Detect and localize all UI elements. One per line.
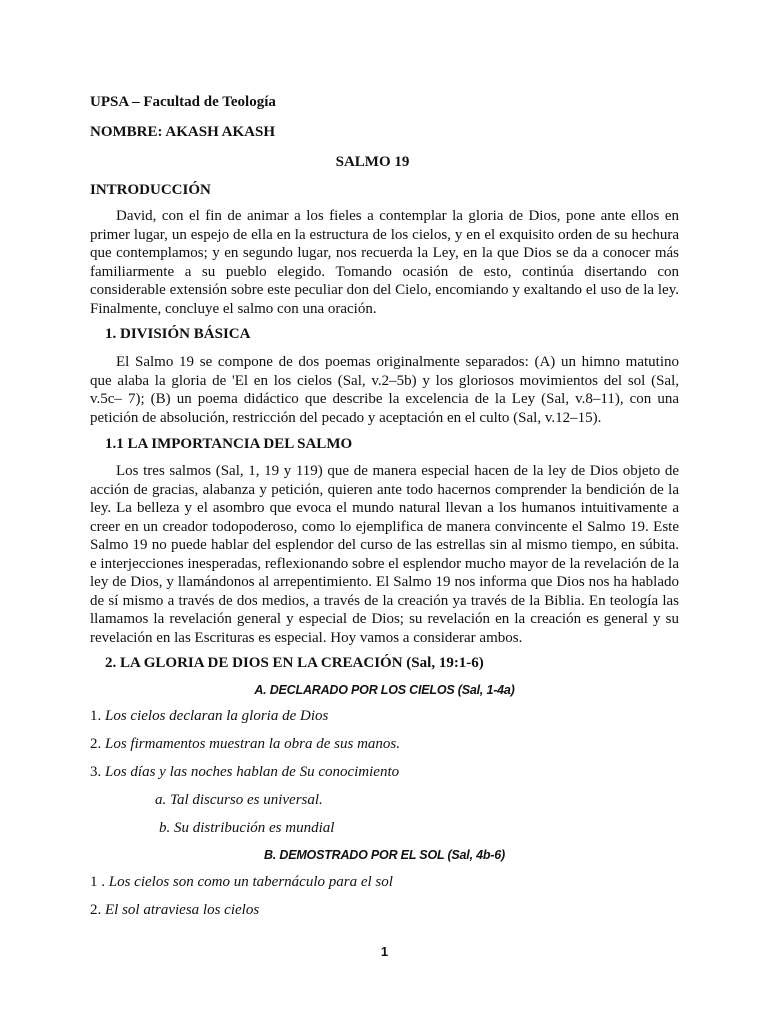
sub-list-item: a. Tal discurso es universal. xyxy=(155,792,323,808)
list-item: 2. Los firmamentos muestran la obra de sus manos. xyxy=(90,736,401,752)
list-item: 3. Los días y las noches hablan de Su conocimiento xyxy=(90,764,400,780)
page-number: 1 xyxy=(380,944,389,959)
institution-line: UPSA – Facultad de Teología xyxy=(90,94,276,110)
list-item: 1 . Los cielos son como un tabernáculo para el sol xyxy=(90,874,393,890)
subheading-b: B. DEMOSTRADO POR EL SOL (Sal, 4b-6) xyxy=(264,848,505,862)
section-1-1-paragraph: Los tres salmos (Sal, 1, 19 y 119) que de manera especial hacen de la ley de Dios objeto de acción de gracias, alabanza y petición, quieren ante todo hacernos comprender la bendición de la ley. La belleza y el asombro que evoca el mundo natural llevan a los humanos intuitivamente a creer en un creador todopoderoso, como lo ejemplifica de manera convincente el Salmo 19. Este Salmo 19 no puede hablar del esplendor del curso de las estrellas sin al mismo tiempo, en súbita. e interjecciones inesperadas, reflexionando sobre el esplendor mucho mayor de la revelación de la ley de Dios, y llamándonos al arrepentimiento. El Salmo 19 nos informa que Dios nos ha hablado de sí mismo a través de dos medios, a través de la creación ya través de la Biblia. En teología las llamamos la revelación general y especial de Dios; su revelación en la creación es general y su revelación en las Escrituras es especial. Hoy vamos a considerar ambos. xyxy=(90,463,679,646)
document-title: SALMO 19 xyxy=(335,154,410,170)
section-1-heading: 1. DIVISIÓN BÁSICA xyxy=(105,326,251,342)
section-1-paragraph: El Salmo 19 se compone de dos poemas originalmente separados: (A) un himno matutino que alaba la gloria de 'El en los cielos (Sal, v.2–5b) y los gloriosos movimientos del sol (Sal, v.5c– 7); (B) un poema didáctico que describe la excelencia de la Ley (Sal, v.8–11), con una petición de absolución, restricción del pecado y aceptación en el culto (Sal, v.12–15). xyxy=(90,354,679,426)
list-item: 2. El sol atraviesa los cielos xyxy=(90,902,260,918)
intro-heading: INTRODUCCIÓN xyxy=(90,182,211,198)
list-item: 1. Los cielos declaran la gloria de Dios xyxy=(90,708,329,724)
author-name: NOMBRE: AKASH AKASH xyxy=(90,124,276,140)
document-page xyxy=(90,0,679,1024)
section-1-1-heading: 1.1 LA IMPORTANCIA DEL SALMO xyxy=(105,436,353,452)
intro-paragraph: David, con el fin de animar a los fieles a contemplar la gloria de Dios, pone ante ellos en primer lugar, un espejo de ella en la estructura de los cielos, y en el exquisito orden de su hechura que contemplamos; y en segundo lugar, nos recuerda la Ley, en la que Dios se da a conocer más familiarmente a su pueblo elegido. Tomando ocasión de esto, continúa disertando con considerable extensión sobre este peculiar don del Cielo, encomiando y exaltando el uso de la ley. Finalmente, concluye el salmo con una oración. xyxy=(90,208,679,317)
sub-list-item: b. Su distribución es mundial xyxy=(159,820,335,836)
subheading-a: A. DECLARADO POR LOS CIELOS (Sal, 1-4a) xyxy=(254,683,515,697)
section-2-heading: 2. LA GLORIA DE DIOS EN LA CREACIÓN (Sal, 19:1-6) xyxy=(105,655,484,671)
